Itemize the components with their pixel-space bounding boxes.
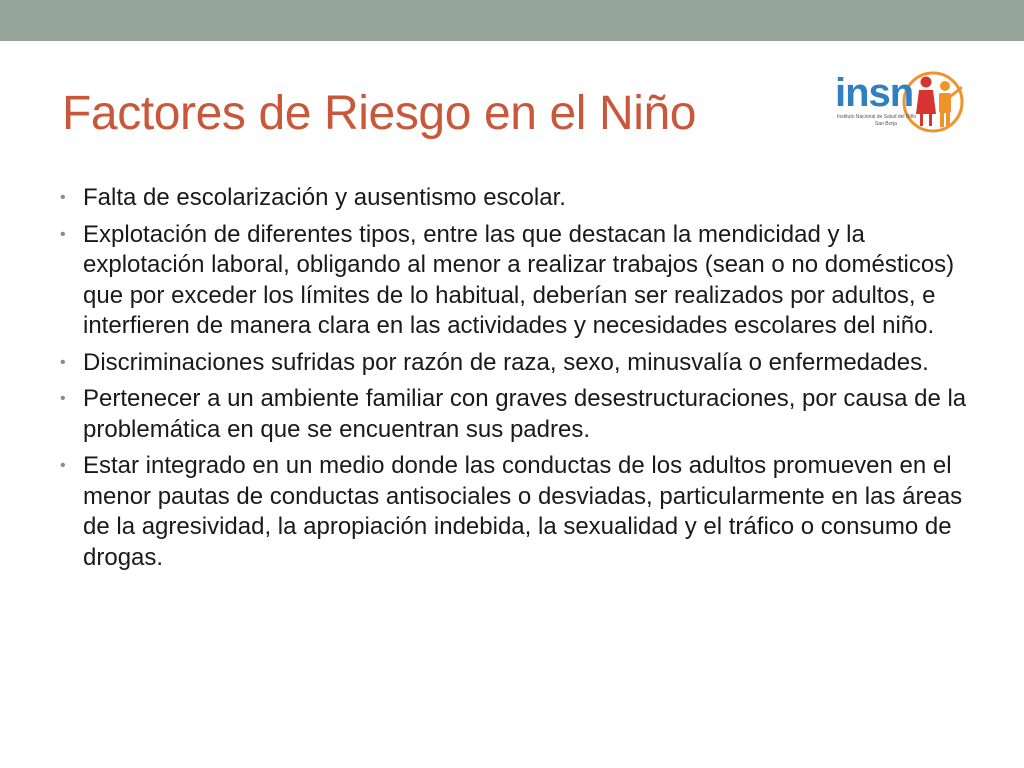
insn-logo bbox=[833, 56, 969, 152]
bullet-text: Falta de escolarización y ausentismo escolar. bbox=[83, 184, 566, 211]
logo-caption-line1: Instituto Nacional de Salud del Niño bbox=[837, 114, 917, 120]
bullet-item bbox=[58, 220, 978, 342]
bullet-icon: • bbox=[60, 390, 66, 407]
bullet-icon: • bbox=[60, 189, 66, 206]
bullet-text: Discriminaciones sufridas por razón de raza, sexo, minusvalía o enfermedades. bbox=[83, 348, 929, 376]
bullet-item bbox=[58, 183, 978, 214]
bullet-text: Pertenecer a un ambiente familiar con graves desestructuraciones, por causa de la problemática en que se encuentran sus padres. bbox=[83, 385, 967, 443]
logo-caption-line2: San Borja bbox=[875, 121, 897, 127]
bullet-icon: • bbox=[60, 353, 66, 371]
bullet-item bbox=[58, 384, 978, 445]
top-band bbox=[0, 0, 1024, 41]
bullet-text: Explotación de diferentes tipos, entre las que destacan la mendicidad y la explotación laboral, obligando al menor a realizar trabajos (sean o no domésticos) que por exceder los límites de lo habitual, deberían ser realizados por adultos, e interfieren de manera clara en las actividades y necesidades escolares del niño. bbox=[83, 220, 955, 339]
logo-wordmark: insn bbox=[835, 71, 914, 115]
bullet-item bbox=[58, 348, 978, 379]
slide-title: Factores de Riesgo en el Niño bbox=[62, 87, 697, 140]
bullet-icon: • bbox=[60, 457, 66, 474]
bullet-item bbox=[58, 451, 978, 573]
bullet-list bbox=[58, 183, 978, 579]
bullet-text: Estar integrado en un medio donde las conductas de los adultos promueven en el menor pautas de conductas antisociales o desviadas, particularmente en las áreas de la agresividad, la apropiación indebida, la sexualidad y el tráfico o consumo de drogas. bbox=[83, 452, 963, 571]
bullet-icon: • bbox=[60, 225, 66, 243]
